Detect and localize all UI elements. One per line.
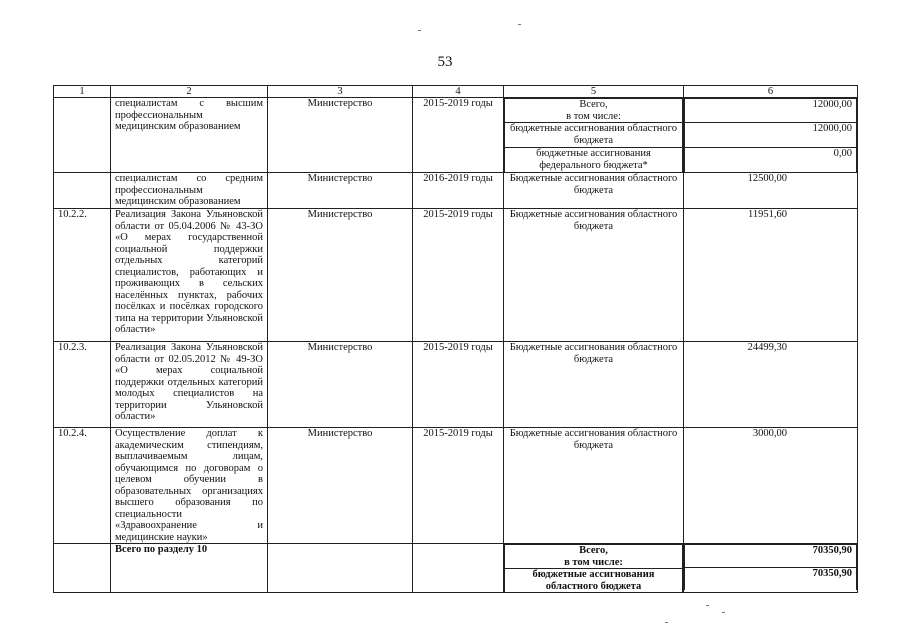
row-executor: Министерство <box>268 209 413 342</box>
row-period: 2015-2019 годы <box>413 428 504 544</box>
col-header-4: 4 <box>413 86 504 98</box>
row-number <box>54 98 111 173</box>
row-period: 2015-2019 годы <box>413 98 504 173</box>
table-row <box>54 173 858 209</box>
row-number: 10.2.2. <box>54 209 111 342</box>
row-number: 10.2.4. <box>54 428 111 544</box>
row-number: 10.2.3. <box>54 342 111 428</box>
total-source-regional: бюджетные ассигнования областного бюджета <box>505 569 683 593</box>
total-label: Всего по разделу 10 <box>111 544 268 593</box>
total-amount-regional: 70350,90 <box>685 568 857 591</box>
scan-speck <box>665 622 668 623</box>
col-header-1: 1 <box>54 86 111 98</box>
row-source: Бюджетные ассигнования областного бюджета <box>504 173 684 209</box>
total-sources <box>504 544 684 593</box>
col-header-3: 3 <box>268 86 413 98</box>
row-amount: 24499,30 <box>684 342 858 428</box>
row-period: 2016-2019 годы <box>413 173 504 209</box>
scan-speck <box>722 612 725 613</box>
col-header-6: 6 <box>684 86 858 98</box>
table-row <box>54 98 858 173</box>
row-amount: 11951,60 <box>684 209 858 342</box>
total-amount-all: 70350,90 <box>685 545 857 568</box>
total-source-all: Всего, в том числе: <box>505 545 683 569</box>
row-executor: Министерство <box>268 173 413 209</box>
row-name: специалистам со средним профессиональным медицинским образованием <box>111 173 268 209</box>
amount-total: 12000,00 <box>685 99 857 123</box>
row-number <box>54 173 111 209</box>
page-number: 53 <box>437 54 453 70</box>
row-period: 2015-2019 годы <box>413 209 504 342</box>
row-name: специалистам с высшим профессиональным медицинским образованием <box>111 98 268 173</box>
row-sources <box>504 98 684 173</box>
total-executor <box>268 544 413 593</box>
col-header-5: 5 <box>504 86 684 98</box>
source-regional: бюджетные ассигнования областного бюджета <box>505 123 683 148</box>
budget-table <box>53 85 858 593</box>
source-total: Всего, в том числе: <box>505 99 683 123</box>
row-executor: Министерство <box>268 428 413 544</box>
total-amounts <box>684 544 858 593</box>
row-amount: 12500,00 <box>684 173 858 209</box>
header-row <box>54 86 858 98</box>
total-number <box>54 544 111 593</box>
row-period: 2015-2019 годы <box>413 342 504 428</box>
row-amount: 3000,00 <box>684 428 858 544</box>
row-name: Реализация Закона Ульяновской области от 02.05.2012 № 49-ЗО «О мерах социальной поддержки отдельных категорий молодых специалистов на территории Ульяновской области» <box>111 342 268 428</box>
total-period <box>413 544 504 593</box>
source-federal: бюджетные ассигнования федерального бюджета* <box>505 148 683 173</box>
row-source: Бюджетные ассигнования областного бюджета <box>504 428 684 544</box>
row-executor: Министерство <box>268 98 413 173</box>
row-source: Бюджетные ассигнования областного бюджета <box>504 209 684 342</box>
amount-regional: 12000,00 <box>685 123 857 148</box>
row-executor: Министерство <box>268 342 413 428</box>
col-header-2: 2 <box>111 86 268 98</box>
row-name: Осуществление доплат к академическим стипендиям, выплачиваемым лицам, обучающимся по договорам о целевом обучении в образовательных организациях высшего образования по специальности «Здравоохранение и медицинские науки» <box>111 428 268 544</box>
scan-speck <box>418 30 421 31</box>
scan-speck <box>706 605 709 606</box>
row-name: Реализация Закона Ульяновской области от 05.04.2006 № 43-ЗО «О мерах государственной социальной поддержки отдельных категорий специалистов, работающих и проживающих в сельских населённых пунктах, рабочих посёлках и посёлках городского типа на территории Ульяновской области» <box>111 209 268 342</box>
row-source: Бюджетные ассигнования областного бюджета <box>504 342 684 428</box>
amount-federal: 0,00 <box>685 148 857 173</box>
table-row <box>54 209 858 342</box>
total-row <box>54 544 858 593</box>
row-amounts <box>684 98 858 173</box>
scan-speck <box>518 24 521 25</box>
table-row <box>54 428 858 544</box>
table-row <box>54 342 858 428</box>
